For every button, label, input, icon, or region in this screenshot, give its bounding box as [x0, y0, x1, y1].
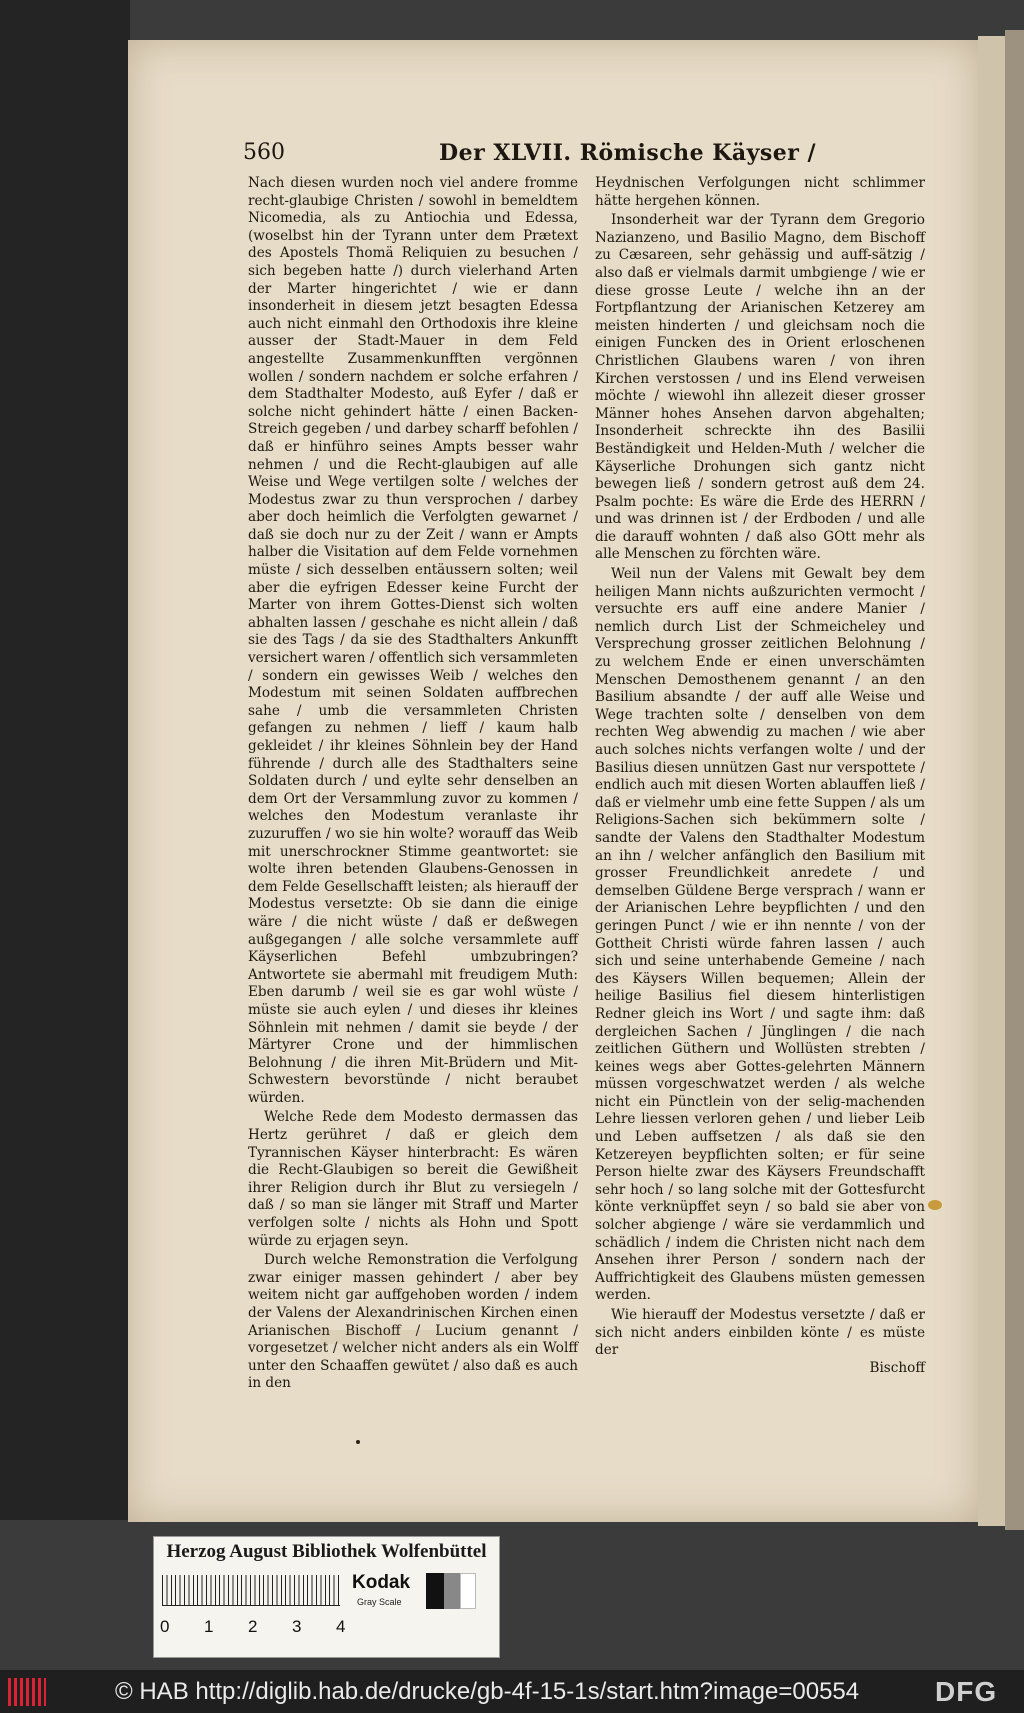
page-stain	[928, 1200, 942, 1210]
ruler-number: 3	[292, 1617, 302, 1636]
footer-credit-link[interactable]: © HAB http://diglib.hab.de/drucke/gb-4f-15-1s/start.htm?image=00554	[115, 1678, 860, 1705]
ruler-number: 0	[160, 1617, 170, 1636]
catchword: Bischoff	[869, 1359, 925, 1376]
paragraph: Heydnischen Verfolgungen nicht schlimmer hätte hergehen können.	[595, 175, 925, 209]
running-title: Der XLVII. Römische Käyser /	[439, 140, 817, 166]
ink-dot	[356, 1440, 360, 1444]
gray-scale-label: Gray Scale	[357, 1597, 402, 1607]
color-target-card	[153, 1536, 500, 1658]
kodak-logo: Kodak	[352, 1572, 411, 1593]
ink-bleed	[320, 1330, 440, 1344]
right-column	[595, 175, 925, 1377]
gray-patch-mid	[444, 1573, 460, 1609]
ruler-scale	[162, 1575, 340, 1606]
library-name: Herzog August Bibliothek Wolfenbüttel	[166, 1541, 487, 1562]
gray-patch-black	[426, 1573, 444, 1609]
ruler-number: 1	[204, 1617, 214, 1636]
footer-bar	[0, 1670, 1024, 1713]
hab-logo-icon	[8, 1678, 46, 1706]
paragraph: Wie hierauff der Modestus versetzte / daß er sich nicht anders einbilden könte / es müste der	[595, 1307, 925, 1359]
dfg-logo: DFG	[935, 1676, 998, 1707]
page-header	[243, 140, 933, 170]
page-edge-shadow	[1005, 30, 1024, 1530]
gray-patch-white	[460, 1573, 476, 1609]
paragraph: Nach diesen wurden noch viel andere fromme recht-glaubige Christen / sowohl in bemeldtem Nicomedia, als zu Antiochia und Edessa, (woselbst hin der Tyrann unter dem Prætext des Apostels Thomä Reliquien zu besuchen / sich begeben hatte /) durch vielerhand Arten der Marter hingerichtet / wie er dann insonderheit in diesem jetzt besagten Edessa auch nicht einmahl den Orthodoxis ihre kleine ausser der Stadt-Mauer in dem Feld angestellte Zusammenkunfften vergönnen wollen / sondern nachdem er solche erfahren / dem Stadthalter Modesto, auß Eyfer / daß er solche nicht gehindert hätte / einen Backen-Streich gegeben / und darbey scharff befohlen / daß er hinführo seines Ampts besser wahr nehmen / und die Recht-glaubigen auf alle Weise und Wege vertilgen solte / welches der Modestus zwar zu thun versprochen / darbey aber doch heimlich die Verfolgten gewarnet / daß sie doch nur zu der Zeit / wann er Ampts halber die Visitation auf dem Felde vornehmen müste / sich desselben entäussern solten; weil aber die eyfrigen Edesser keine Furcht der Marter von ihrem Gottes-Dienst sich wolten abhalten lassen / geschahe es nicht allein / daß sie des Tags / da sie des Stadthalters Ankunfft versichert waren / offentlich sich versammleten / sondern ein gewisses Weib / welches den Modestum mit seinen Soldaten auffbrechen sahe / umb die versammleten Christen gefangen zu nehmen / lieff / kaum halb gekleidet / ihr kleines Söhnlein bey der Hand führende / durch alle des Stadthalters seine Soldaten durch / und eylte sehr denselben an dem Ort der Versammlung zuvor zu kommen / welches den Modestum veranlaste ihr zuzuruffen / wo sie hin wolte? worauff das Weib mit unerschrockner Stimme geantwortet: sie wolte ihren betenden Glaubens-Genossen in dem Felde Gesellschafft leisten; als hierauff der Modestus versetzte: Ob sie dann die einige wäre / die nicht wüste / daß er deßwegen außgegangen / alle solche versammlete auff Käyserlichen Befehl umbzubringen? Antwortete sie abermahl mit freudigem Muth: Eben darumb / weil sie es gar wohl wüste / müste sie auch eylen / und dieses ihr kleines Söhnlein mit nehmen / damit sie beyde / der Märtyrer Crone und der himmlischen Belohnung / die ihren Mit-Brüdern und Mit-Schwestern bevorstünde / nicht beraubet würden.	[248, 175, 578, 1106]
paragraph: Durch welche Remonstration die Verfolgung zwar einiger massen gehindert / aber bey weitem nicht gar auffgehoben worden / indem der Valens der Alexandrinischen Kirchen einen Arianischen Bischoff / Lucium genannt / vorgesetzet / welcher nicht anders als ein Wolff unter den Schaaffen gewütet / also daß es auch in den	[248, 1252, 578, 1392]
scan-background-left	[0, 0, 130, 1520]
paragraph: Weil nun der Valens mit Gewalt bey dem heiligen Mann nichts außzurichten vermocht / versuchte ers auff eine andere Manier / nemlich durch List der Schmeicheley und Versprechung grosser zeitlichen Belohnung / zu welchem Ende er einen unverschämten Menschen Demosthenem genannt / an den Basilium absandte / der auff alle Weise und Wege trachten solte / denselben von dem rechten Weg abwendig zu machen / wie aber auch solches nichts verfangen wolte / und der Basilius diesen unnützen Gast nur verspottete / endlich auch mit diesen Worten ablauffen ließ / daß er vielmehr umb eine fette Suppen / als um Religions-Sachen sich bekümmern solte / sandte der Valens den Stadthalter Modestum an ihn / welcher anfänglich den Basilium mit grosser Freundlichkeit anredete / und demselben Güldene Berge versprach / wann er der Arianischen Lehre beypflichten / und den geringen Punct / wie er ihn nennte / von der Gottheit Christi würde fahren lassen / auch sich und seine unterhabende Gemeine / nach des Käysers Willen bequemen; Allein der heilige Basilius fiel diesem hinterlistigen Redner gleich ins Wort / und sagte ihm: daß dergleichen Sachen / Jünglingen / die nach zeitlichen Güthern und Wollüsten strebten / keines wegs aber Gottes-gelehrten Männern müssen vorgeschwatzet werden / als welche nicht ein Pünctlein von der selig-machenden Lehre liessen verloren gehen / und lieber Leib und Leben auffsetzen / als daß sie den Ketzereyen beypflichten solten; er für seine Person hielte zwar des Käysers Freundschafft sehr hoch / so lang solche mit der Gottesfurcht könte verknüpffet seyn / so bald sie aber von solcher abgienge / wäre sie verdammlich und schädlich / indem die Christen nicht nach dem Ansehen ihrer Person / sondern nach der Auffrichtigkeit des Glaubens müsten gemessen werden.	[595, 566, 925, 1304]
paragraph: Insonderheit war der Tyrann dem Gregorio Nazianzeno, und Basilio Magno, dem Bischoff zu Cæsareen, sehr gehässig und auff-sätzig / also daß er vielmals darmit umbgienge / wie er diese grosse Leute / welche ihn an der Fortpflantzung der Arianischen Ketzerey am meisten hinderten / und gleichsam noch die einigen Funcken des in Orient erloschenen Christlichen Glaubens waren / von ihren Kirchen verstossen / und ins Elend verweisen möchte / wiewohl ihn allezeit dieser grosser Männer hohes Ansehen darvon abgehalten; Insonderheit schreckte ihn des Basilii Beständigkeit und Helden-Muth / welcher die Käyserliche Drohungen sich gantz nicht bewegen ließ / sondern getrost auß dem 24. Psalm pochte: Es wäre die Erde des HERRN / und was drinnen ist / der Erdboden / und alle die darauff wohnten / daß also GOtt mehr als alle Menschen zu förchten wäre.	[595, 212, 925, 563]
ruler-number: 2	[248, 1617, 258, 1636]
page-number: 560	[243, 140, 285, 165]
paragraph: Welche Rede dem Modesto dermassen das Hertz gerühret / daß er gleich dem Tyrannischen Käyser hinterbracht: Es wären die Recht-Glaubigen so bereit die Gewißheit ihrer Religion durch ihr Blut zu versiegeln / daß / so man sie länger mit Straff und Marter verfolgen solte / nichts als Hohn und Spott würde zu erjagen seyn.	[248, 1109, 578, 1249]
ruler-number: 4	[336, 1617, 346, 1636]
left-column	[248, 175, 578, 1393]
